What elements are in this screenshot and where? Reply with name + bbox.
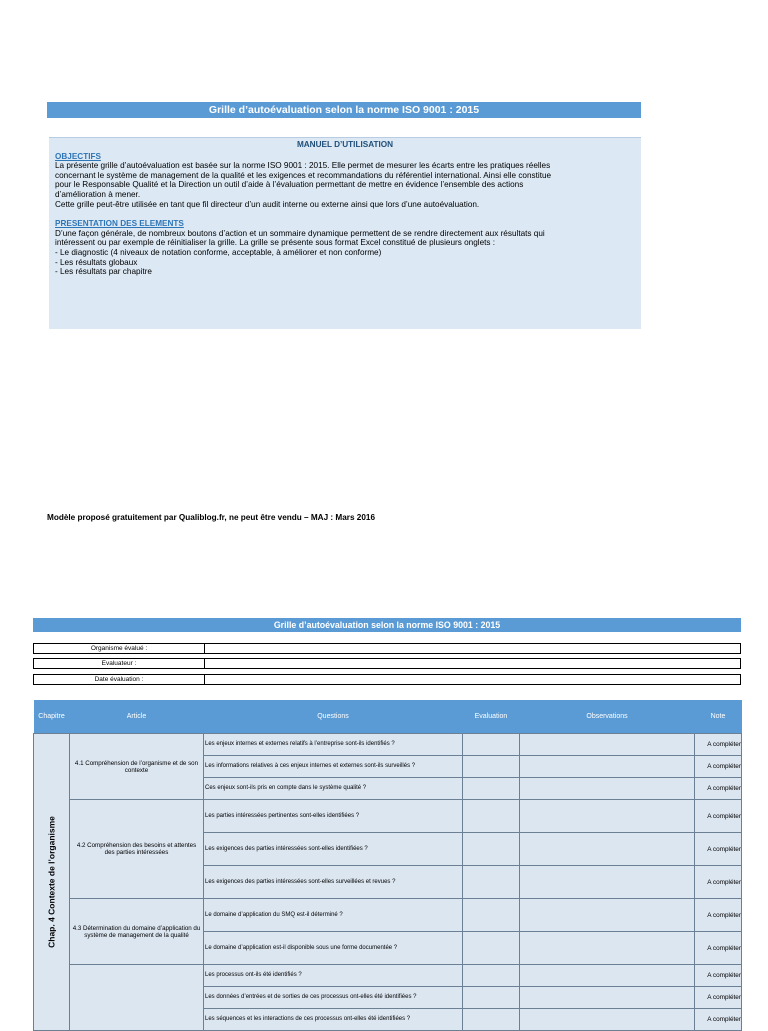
- question-cell: Ces enjeux sont-ils pris en compte dans le système qualité ?: [204, 778, 463, 800]
- question-cell: Les informations relatives à ces enjeux internes et externes sont-ils surveillés ?: [204, 756, 463, 778]
- table-row: [34, 965, 742, 987]
- question-cell: Le domaine d’application est-il disponible sous une forme documentée ?: [204, 932, 463, 965]
- table-row: [34, 734, 742, 756]
- page2-banner-title: Grille d’autoévaluation selon la norme ISO 9001 : 2015: [33, 618, 741, 632]
- note-cell: A compléter: [695, 932, 742, 965]
- assessment-table: [33, 700, 742, 1031]
- objectives-line: La présente grille d’autoévaluation est basée sur la norme ISO 9001 : 2015. Elle permet de mesurer les écarts entre les pratiques réelles: [55, 161, 551, 171]
- note-cell: A compléter: [695, 899, 742, 932]
- elements-line: intéressent ou par exemple de réinitialiser la grille. La grille se présente sous format Excel constitué de plusieurs onglets :: [55, 238, 496, 248]
- info-row-evaluateur: [33, 658, 741, 669]
- header-note: Note: [695, 700, 742, 734]
- chapter-label: Chap. 4 Contexte de l’organisme: [46, 816, 56, 948]
- elements-line: D’une façon générale, de nombreux boutons d’action et un sommaire dynamique permettent de se rendre directement aux résultats qui: [55, 228, 545, 238]
- elements-text: [55, 229, 635, 277]
- article-cell: 4.1 Compréhension de l’organisme et de son contexte: [70, 734, 204, 800]
- article-cell: [70, 965, 204, 1031]
- header-questions: Questions: [204, 700, 463, 734]
- objectives-line: d’amélioration à mener.: [55, 189, 141, 199]
- header-article: Article: [70, 700, 204, 734]
- question-cell: Les enjeux internes et externes relatifs à l’entreprise sont-ils identifiés ?: [204, 734, 463, 756]
- info-label: Evaluateur :: [34, 659, 205, 668]
- elements-line: - Les résultats par chapitre: [55, 267, 152, 277]
- observations-cell[interactable]: [520, 800, 695, 833]
- note-cell: A compléter: [695, 987, 742, 1009]
- info-label: Date évaluation :: [34, 675, 205, 684]
- question-cell: Les parties intéressées pertinentes sont-elles identifiées ?: [204, 800, 463, 833]
- question-cell: Les processus ont-ils été identifiés ?: [204, 965, 463, 987]
- question-cell: Les données d’entrées et de sorties de ces processus ont-elles été identifiées ?: [204, 987, 463, 1009]
- objectives-line: concernant le système de management de la qualité et les exigences et recommandations du référentiel international. Ainsi elle constitue: [55, 170, 552, 180]
- observations-cell[interactable]: [520, 756, 695, 778]
- evaluation-cell[interactable]: [463, 778, 520, 800]
- note-cell: A compléter: [695, 734, 742, 756]
- observations-cell[interactable]: [520, 932, 695, 965]
- evaluation-cell[interactable]: [463, 734, 520, 756]
- question-cell: Le domaine d’application du SMQ est-il déterminé ?: [204, 899, 463, 932]
- info-row-organisme: [33, 643, 741, 654]
- objectives-text: [55, 161, 635, 209]
- note-cell: A compléter: [695, 1009, 742, 1031]
- manual-title: MANUEL D’UTILISATION: [296, 140, 394, 149]
- info-label: Organisme évalué :: [34, 644, 205, 653]
- footer-note: Modèle proposé gratuitement par Qualiblog.fr, ne peut être vendu – MAJ : Mars 2016: [47, 513, 376, 522]
- evaluation-cell[interactable]: [463, 965, 520, 987]
- header-chapitre: Chapitre: [34, 700, 70, 734]
- note-cell: A compléter: [695, 965, 742, 987]
- note-cell: A compléter: [695, 756, 742, 778]
- observations-cell[interactable]: [520, 1009, 695, 1031]
- evaluation-cell[interactable]: [463, 1009, 520, 1031]
- article-cell: 4.2 Compréhension des besoins et attentes des parties intéressées: [70, 800, 204, 899]
- question-cell: Les exigences des parties intéressées sont-elles identifiées ?: [204, 833, 463, 866]
- note-cell: A compléter: [695, 866, 742, 899]
- note-cell: A compléter: [695, 833, 742, 866]
- objectives-line: pour le Responsable Qualité et la Direction un outil d’aide à l’évaluation permettant de mettre en évidence l’ensemble des actions: [55, 180, 524, 190]
- evaluation-cell[interactable]: [463, 833, 520, 866]
- observations-cell[interactable]: [520, 778, 695, 800]
- objectives-heading: OBJECTIFS: [55, 151, 101, 161]
- article-cell: 4.3 Détermination du domaine d’application du système de management de la qualité: [70, 899, 204, 965]
- observations-cell[interactable]: [520, 866, 695, 899]
- chapter-cell: [34, 734, 70, 1031]
- evaluation-cell[interactable]: [463, 800, 520, 833]
- objectives-line: Cette grille peut-être utilisée en tant que fil directeur d’un audit interne ou externe ainsi que lors d’une autoévaluation.: [55, 199, 480, 209]
- page1-banner-title: Grille d’autoévaluation selon la norme ISO 9001 : 2015: [47, 102, 641, 118]
- observations-cell[interactable]: [520, 899, 695, 932]
- header-observations: Observations: [520, 700, 695, 734]
- observations-cell[interactable]: [520, 987, 695, 1009]
- table-row: [34, 800, 742, 833]
- elements-line: - Le diagnostic (4 niveaux de notation conforme, acceptable, à améliorer et non conforme): [55, 247, 382, 257]
- elements-line: - Les résultats globaux: [55, 257, 138, 267]
- observations-cell[interactable]: [520, 965, 695, 987]
- observations-cell[interactable]: [520, 833, 695, 866]
- user-manual-box: [49, 137, 641, 329]
- table-row: [34, 899, 742, 932]
- table-header-row: [34, 700, 742, 734]
- elements-heading: PRESENTATION DES ELEMENTS: [55, 219, 184, 229]
- evaluation-cell[interactable]: [463, 866, 520, 899]
- evaluation-cell[interactable]: [463, 899, 520, 932]
- evaluation-cell[interactable]: [463, 756, 520, 778]
- header-evaluation: Evaluation: [463, 700, 520, 734]
- evaluation-cell[interactable]: [463, 987, 520, 1009]
- question-cell: Les séquences et les interactions de ces processus ont-elles été identifiées ?: [204, 1009, 463, 1031]
- info-row-date: [33, 674, 741, 685]
- evaluation-cell[interactable]: [463, 932, 520, 965]
- note-cell: A compléter: [695, 800, 742, 833]
- note-cell: A compléter: [695, 778, 742, 800]
- observations-cell[interactable]: [520, 734, 695, 756]
- question-cell: Les exigences des parties intéressées sont-elles surveillées et revues ?: [204, 866, 463, 899]
